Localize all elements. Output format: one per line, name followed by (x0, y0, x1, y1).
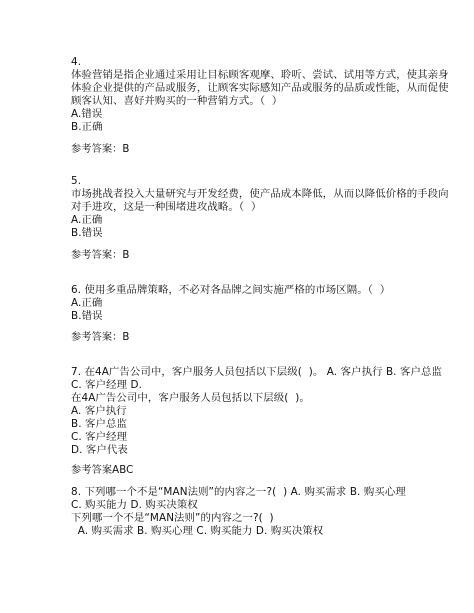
option-c: C. 客户经理 (71, 431, 128, 443)
option-a: A. 客户执行 (71, 405, 127, 417)
question-stem-line: 8. 下列哪一个不是“MAN法则”的内容之一?( ) A. 购买需求 B. 购买心理 (71, 486, 406, 498)
question-number: 5. (71, 175, 82, 187)
option-b: B.错误 (71, 310, 103, 322)
question-stem-line: 顾客认知、喜好并购买的一种营销方式。（ ） (71, 95, 283, 107)
option-b: B.错误 (71, 227, 103, 239)
question-stem-line: 6. 使用多重品牌策略，不必对各品牌之间实施严格的市场区隔。（ ） (71, 284, 391, 296)
question-stem-line: 体验营销是指企业通过采用让目标顾客观摩、聆听、尝试、试用等方式，使其亲身 (71, 69, 449, 81)
reference-answer: 参考答案ABC (71, 465, 134, 476)
question-number: 4. (71, 56, 82, 68)
question-stem-line: C. 购买能力 D. 购买决策权 (71, 499, 198, 511)
option-b: B. 客户总监 (71, 418, 127, 430)
reference-answer: 参考答案：B (71, 250, 130, 261)
reference-answer: 参考答案：B (71, 144, 130, 155)
option-d: D. 客户代表 (71, 444, 128, 456)
question-stem-line: 7. 在4A广告公司中，客户服务人员包括以下层级( )。 A. 客户执行 B. 客户总监 (71, 366, 442, 378)
question-stem-line: C. 客户经理 D. (71, 379, 143, 391)
question-stem-line: 市场挑战者投入大量研究与开发经费，使产品成本降低，从而以降低价格的手段向 (71, 188, 449, 200)
option-a: A.正确 (71, 214, 103, 226)
question-stem-line: 下列哪一个不是“MAN法则”的内容之一?( ) (71, 512, 274, 524)
option-a: A.错误 (71, 108, 103, 120)
question-stem-line: 对手进攻，这是一种围堵进攻战略。（ ） (71, 201, 262, 213)
option-a: A.正确 (71, 297, 103, 309)
question-options-line: A. 购买需求 B. 购买心理 C. 购买能力 D. 购买决策权 (71, 525, 324, 537)
question-stem-line: 体验企业提供的产品或服务，让顾客实际感知产品或服务的品质或性能，从而促使 (71, 82, 449, 94)
option-b: B.正确 (71, 121, 103, 133)
reference-answer: 参考答案：B (71, 332, 130, 343)
question-stem-line: 在4A广告公司中，客户服务人员包括以下层级( )。 (71, 392, 310, 404)
